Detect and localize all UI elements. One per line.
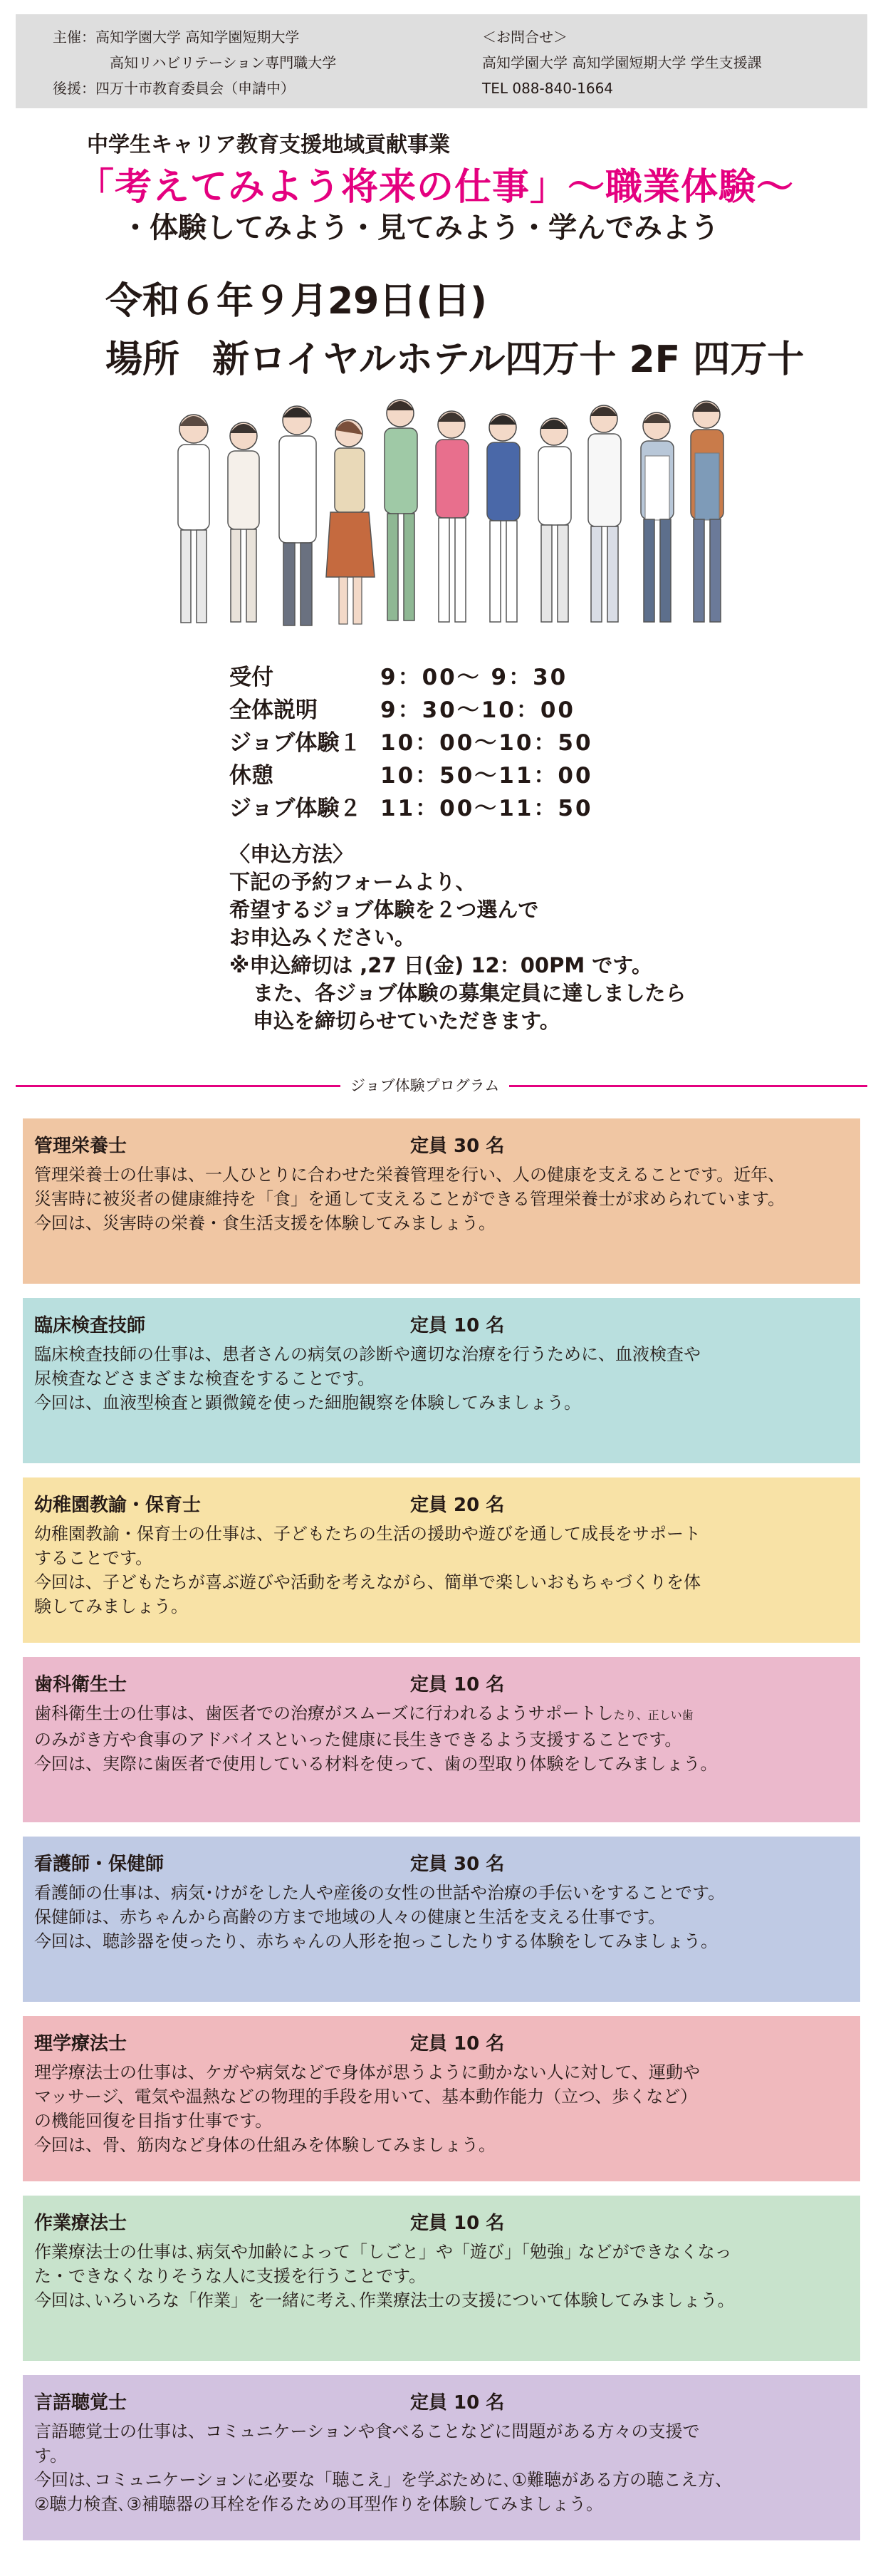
job-line-small: たり、正しい歯 — [613, 1708, 694, 1722]
job-card-nurse — [23, 1837, 860, 2002]
schedule-time: 10：50～11：00 — [380, 763, 593, 789]
section-label: ジョブ体験プログラム — [340, 1074, 509, 1098]
place-label: 場所 — [105, 338, 180, 381]
job-capacity: 定員 30 名 — [410, 1854, 505, 1875]
person-figure — [538, 418, 571, 622]
schedule-time: 9：00～ 9：30 — [380, 665, 568, 690]
job-title: 言語聴覚士 — [34, 2392, 127, 2414]
job-line: 今回は、血液型検査と顕微鏡を使った細胞観察を体験してみましょう。 — [34, 1393, 581, 1413]
schedule-row — [229, 792, 657, 825]
job-capacity: 定員 10 名 — [410, 2392, 505, 2414]
job-capacity: 定員 10 名 — [410, 1315, 505, 1336]
job-line-main: 歯科衛生士の仕事は、歯医者での治療がスムーズに行われるようサポートし — [34, 1703, 614, 1723]
job-line: 今回は、骨、筋肉など身体の仕組みを体験してみましょう。 — [34, 2135, 496, 2155]
job-description — [34, 1163, 849, 1235]
job-line: 臨床検査技師の仕事は、患者さんの病気の診断や適切な治療を行うために、血液検査や — [34, 1344, 701, 1364]
job-line: 尿検査などさまざまな検査をすることです。 — [34, 1368, 375, 1388]
job-line: 保健師は、赤ちゃんから高齢の方まで地域の人々の健康と生活を支える仕事です。 — [34, 1907, 666, 1927]
application-note: また、各ジョブ体験の募集定員に達しましたら — [253, 981, 686, 1005]
job-title: 臨床検査技師 — [34, 1315, 146, 1336]
job-header — [34, 1307, 849, 1339]
job-line: た・できなくなりそうな人に支援を行うことです。 — [34, 2266, 427, 2286]
person-figure — [641, 412, 674, 622]
job-description — [34, 2240, 849, 2312]
person-figure — [691, 401, 723, 622]
schedule-label: ジョブ体験１ — [229, 730, 362, 756]
job-description — [34, 1342, 849, 1415]
job-card-dietitian — [23, 1118, 860, 1284]
job-line: 看護師の仕事は、病気･けがをした人や産後の女性の世話や治療の手伝いをすることです。 — [34, 1883, 726, 1903]
job-description — [34, 1881, 849, 1953]
job-header — [34, 1486, 849, 1519]
job-title: 幼稚園教諭・保育士 — [34, 1495, 202, 1516]
job-line: す。 — [34, 2446, 68, 2466]
job-title: 作業療法士 — [34, 2213, 127, 2234]
job-capacity: 定員 10 名 — [410, 2033, 505, 2055]
event-place — [105, 329, 804, 383]
job-header — [34, 2204, 849, 2237]
job-line: 今回は、子どもたちが喜ぶ遊びや活動を考えながら、簡単で楽しいおもちゃづくりを体 — [34, 1572, 701, 1592]
person-figure — [326, 420, 375, 624]
application-note: 申込を締切らせていただきます。 — [253, 1009, 560, 1033]
professionals-illustration — [158, 385, 742, 648]
job-card-lab-technician — [23, 1298, 860, 1463]
job-line: の機能回復を目指す仕事です。 — [34, 2111, 273, 2131]
application-line: 下記の予約フォームより、 — [229, 870, 476, 894]
application-info — [229, 841, 686, 1035]
application-deadline: ※申込締切は ,27 日(金) 12：00PM です。 — [229, 953, 652, 977]
application-line: お申込みください。 — [229, 925, 416, 950]
application-line: 希望するジョブ体験を２つ選んで — [229, 898, 539, 922]
job-line: 今回は､いろいろな「作業」を一緒に考え､作業療法士の支援について体験してみましょう。 — [34, 2290, 735, 2310]
job-card-physical-therapist — [23, 2016, 860, 2181]
job-title: 看護師・保健師 — [34, 1854, 164, 1875]
job-card-dental-hygienist — [23, 1657, 860, 1822]
job-line: ②聴力検査､③補聴器の耳栓を作るための耳型作りを体験してみましょう。 — [34, 2494, 604, 2514]
job-title: 管理栄養士 — [34, 1136, 127, 1157]
schedule-time: 11：00～11：50 — [380, 796, 593, 821]
schedule-time: 9：30～10：00 — [380, 697, 575, 723]
event-title: 「考えてみよう将来の仕事」～職業体験～ — [77, 166, 795, 209]
schedule-row — [229, 694, 657, 727]
job-line: 今回は、実際に歯医者で使用している材料を使って、歯の型取り体験をしてみましょう。 — [34, 1754, 718, 1774]
schedule-label: 受付 — [229, 665, 273, 690]
job-header — [34, 1845, 849, 1878]
contact-phone: TEL 088-840-1664 — [482, 80, 614, 97]
job-description — [34, 2419, 849, 2516]
schedule-row — [229, 759, 657, 792]
job-title: 理学療法士 — [34, 2033, 127, 2055]
schedule-time: 10：00～10：50 — [380, 730, 593, 756]
schedule-label: 休憩 — [229, 763, 273, 789]
schedule-table — [229, 661, 657, 825]
job-header — [34, 1127, 849, 1160]
person-figure — [385, 400, 417, 620]
job-description — [34, 1701, 849, 1776]
job-header — [34, 1666, 849, 1698]
project-name: 中学生キャリア教育支援地域貢献事業 — [87, 133, 450, 157]
job-card-occupational-therapist — [23, 2196, 860, 2361]
contact-info — [482, 24, 762, 101]
schedule-row — [229, 727, 657, 759]
organizer-line: 高知リハビリテーション専門職大学 — [110, 54, 337, 71]
person-figure — [178, 415, 209, 623]
contact-office: 高知学園大学 高知学園短期大学 学生支援課 — [482, 54, 762, 71]
application-heading: 〈申込方法〉 — [229, 842, 354, 866]
job-line: 言語聴覚士の仕事は、コミュニケーションや食べることなどに問題がある方々の支援で — [34, 2421, 700, 2441]
job-line: 今回は､コミュニケーションに必要な「聴こえ」を学ぶために､①難聴がある方の聴こえ方、 — [34, 2470, 733, 2490]
contact-heading: ＜お問合せ＞ — [482, 28, 568, 46]
job-description — [34, 1522, 849, 1619]
job-capacity: 定員 10 名 — [410, 1674, 505, 1695]
event-date: 令和６年９月29日(日) — [105, 280, 487, 323]
job-line — [34, 1701, 849, 1728]
job-capacity: 定員 20 名 — [410, 1495, 505, 1516]
job-capacity: 定員 30 名 — [410, 1136, 505, 1157]
job-line: 今回は、聴診器を使ったり、赤ちゃんの人形を抱っこしたりする体験をしてみましょう。 — [34, 1931, 718, 1951]
job-line: 管理栄養士の仕事は、一人ひとりに合わせた栄養管理を行い、人の健康を支えることです。近年、 — [34, 1165, 785, 1185]
job-line: 理学療法士の仕事は、ケガや病気などで身体が思うように動かない人に対して、運動や — [34, 2062, 701, 2082]
job-line: 今回は、災害時の栄養・食生活支援を体験してみましょう。 — [34, 1213, 496, 1233]
organizer-info — [53, 24, 336, 101]
job-title: 歯科衛生士 — [34, 1674, 127, 1695]
job-line: することです。 — [34, 1548, 153, 1568]
job-line: 作業療法士の仕事は､病気や加齢によって「しごと」や「遊び」｢勉強｣ などができなくなっ — [34, 2242, 732, 2262]
schedule-label: 全体説明 — [229, 697, 318, 723]
sponsor-line: 後援：四万十市教育委員会（申請中） — [53, 80, 295, 97]
person-figure — [588, 405, 621, 622]
job-card-speech-therapist — [23, 2375, 860, 2540]
person-figure — [228, 422, 259, 622]
event-subtitle: ・体験してみよう・見てみよう・学んでみよう — [121, 212, 719, 244]
job-line: マッサージ、電気や温熱などの物理的手段を用いて、基本動作能力（立つ、歩くなど） — [34, 2087, 698, 2107]
schedule-label: ジョブ体験２ — [229, 796, 362, 821]
person-figure — [436, 411, 469, 622]
job-header — [34, 2384, 849, 2416]
job-card-childcare — [23, 1477, 860, 1643]
job-line: 災害時に被災者の健康維持を「食」を通して支えることができる管理栄養士が求められています。 — [34, 1189, 785, 1209]
job-line: のみがき方や食事のアドバイスといった健康に長生きできるよう支援することです。 — [34, 1730, 682, 1750]
person-figure — [279, 406, 316, 625]
header-band — [16, 14, 867, 108]
job-line: 幼稚園教諭・保育士の仕事は、子どもたちの生活の援助や遊びを通して成長をサポート — [34, 1524, 701, 1544]
job-line: 験してみましょう。 — [34, 1596, 188, 1616]
schedule-row — [229, 661, 657, 694]
place-value: 新ロイヤルホテル四万十 2F 四万十 — [212, 338, 805, 381]
job-header — [34, 2025, 849, 2057]
job-description — [34, 2060, 849, 2157]
organizer-line: 主催：高知学園大学 高知学園短期大学 — [53, 28, 300, 46]
person-figure — [487, 414, 520, 622]
job-capacity: 定員 10 名 — [410, 2213, 505, 2234]
